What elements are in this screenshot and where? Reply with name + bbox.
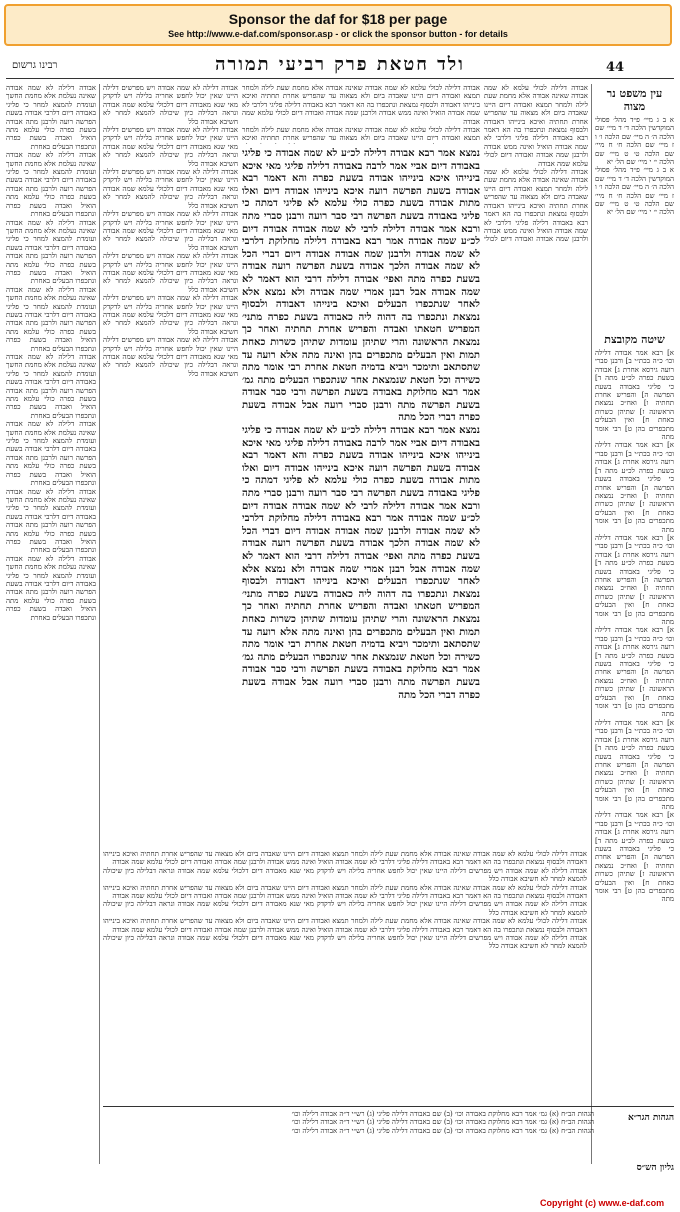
talmud-page bbox=[6, 50, 674, 1198]
tosafot-text-2: אבודה דלילה לא שמה אבודה ויש מפרשים דלילה היינו שאין יכול לחפש אחריה בלילה ויש לדקדק מאי שנא מאבודה דיום דלכולי עלמא שמה אבודה ונראה דבלילה כיון שיכולה להמצא למחר לא חשיבא אבודה כלל bbox=[103, 126, 238, 168]
page-number: 44 bbox=[606, 60, 625, 75]
gershom-text-4: אבודה דלילה לא שמה אבודה שאינה נעלמת אלא מחמת החשך ועומדת להמצא למחר כי פליגי באבודה דיום דלרבי אבודה בשעת הפרשה רועה ולרבנן מתה אבודה בשעת כפרה כולי עלמא מתה הואיל ואבדה בשעת כפרה ונתכפרו הבעלים באחרת bbox=[6, 285, 96, 353]
column-divider bbox=[99, 84, 100, 1164]
lower-rashi-3: אבודה דלילה לכולי עלמא לא שמה אבודה שאינה אבודה אלא מחמת שעת לילה ולמחר תמצא ואבודה דיום היינו שאבדה ביום ולא מצאוה עד שהפריש אחרת תחתיה ואיכא בינייהו דאבודה ולבסוף נמצאת ונתכפרו בה הא דאמר רבא באבודה דלילה פליגי דלרבי לא שמה אבודה הואיל ואינה ממש אבודה ולרבנן שמה אבודה ואבודה דיום לכולי עלמא שמה אבודה bbox=[103, 917, 587, 934]
lower-rashi: אבודה דלילה לכולי עלמא לא שמה אבודה שאינה אבודה אלא מחמת שעת לילה ולמחר תמצא ואבודה דיום היינו שאבדה ביום ולא מצאוה עד שהפריש אחרת תחתיה ואיכא בינייהו דאבודה ולבסוף נמצאת ונתכפרו בה הא דאמר רבא באבודה דלילה פליגי דלרבי לא שמה אבודה הואיל ואינה ממש אבודה ולרבנן שמה אבודה ואבודה דיום לכולי עלמא שמה אבודה bbox=[103, 850, 587, 867]
gershom-text-2: אבודה דלילה לא שמה אבודה שאינה נעלמת אלא מחמת החשך ועומדת להמצא למחר כי פליגי באבודה דיום דלרבי אבודה בשעת הפרשה רועה ולרבנן מתה אבודה בשעת כפרה כולי עלמא מתה הואיל ואבדה בשעת כפרה ונתכפרו הבעלים באחרת bbox=[6, 151, 96, 219]
tosafot-text-6: אבודה דלילה לא שמה אבודה ויש מפרשים דלילה היינו שאין יכול לחפש אחריה בלילה ויש לדקדק מאי שנא מאבודה דיום דלכולי עלמא שמה אבודה ונראה דבלילה כיון שיכולה להמצא למחר לא חשיבא אבודה כלל bbox=[103, 294, 238, 336]
shita-mekubetzet-column bbox=[595, 330, 674, 1160]
shita-text-3: א] רבא אמר אבודה דלילה וכו׳ כ״ה בכת״י ב] ורבנן סברי רועה גירסא אחרת ג] אבודה בשעת כפרה לכ״ע מתה ד] כי פליגי באבודה בשעת הפרשה ה] והפריש אחרת תחתיה ו] ואח״כ נמצאת הראשונה ז] שתיהן כשרות כאחת ח] ואין הבעלים מתכפרים בהן ט] רבי אומר מתה bbox=[595, 533, 674, 626]
page-header bbox=[6, 54, 674, 76]
gershom-text: אבודה דלילה לא שמה אבודה שאינה נעלמת אלא מחמת החשך ועומדת להמצא למחר כי פליגי באבודה דיום דלרבי אבודה בשעת הפרשה רועה ולרבנן מתה אבודה בשעת כפרה כולי עלמא מתה הואיל ואבדה בשעת כפרה ונתכפרו הבעלים באחרת bbox=[6, 84, 96, 151]
ein-mishpat-title: עין משפט נר מצוה bbox=[606, 87, 663, 113]
lower-tosafot-2: אבודה דלילה לא שמה אבודה ויש מפרשים דלילה היינו שאין יכול לחפש אחריה בלילה ויש לדקדק מאי שנא מאבודה דיום דלכולי עלמא שמה אבודה ונראה דבלילה כיון שיכולה להמצא למחר לא חשיבא אבודה כלל bbox=[103, 900, 587, 917]
tosafot-text-4: אבודה דלילה לא שמה אבודה ויש מפרשים דלילה היינו שאין יכול לחפש אחריה בלילה ויש לדקדק מאי שנא מאבודה דיום דלכולי עלמא שמה אבודה ונראה דבלילה כיון שיכולה להמצא למחר לא חשיבא אבודה כלל bbox=[103, 210, 238, 252]
copyright-link[interactable]: Copyright (c) www.e-daf.com bbox=[540, 1198, 665, 1208]
page-title: ולד חטאת פרק רביעי תמורה bbox=[215, 54, 465, 75]
rashi-top-text-2: אבודה דלילה לכולי עלמא לא שמה אבודה שאינה אבודה אלא מחמת שעת לילה ולמחר תמצא ואבודה דיום היינו שאבדה ביום ולא מצאוה עד שהפריש אחרת תחתיה ואיכא bbox=[242, 126, 480, 143]
tosafot-text-3: אבודה דלילה לא שמה אבודה ויש מפרשים דלילה היינו שאין יכול לחפש אחריה בלילה ויש לדקדק מאי שנא מאבודה דיום דלכולי עלמא שמה אבודה ונראה דבלילה כיון שיכולה להמצא למחר לא חשיבא אבודה כלל bbox=[103, 168, 238, 210]
gershom-text-8: אבודה דלילה לא שמה אבודה שאינה נעלמת אלא מחמת החשך ועומדת להמצא למחר כי פליגי באבודה דיום דלרבי אבודה בשעת הפרשה רועה ולרבנן מתה אבודה בשעת כפרה כולי עלמא מתה הואיל ואבדה בשעת כפרה ונתכפרו הבעלים באחרת bbox=[6, 554, 96, 622]
bottom-notes bbox=[6, 1110, 674, 1190]
ein-mishpat-text-2: א ב ג מיי׳ פ״ד מהל׳ פסולי המוקדשין הלכה ד׳ ד מיי׳ שם הלכה ה׳ ה מיי׳ שם הלכה ו׳ ו ז מיי׳ שם הלכה ח׳ ח מיי׳ שם הלכה ט׳ ט מיי׳ שם הלכה י׳ י מיי׳ שם הל׳ יא bbox=[595, 166, 674, 217]
column-divider-right bbox=[591, 84, 592, 1164]
tosafot-text-7: אבודה דלילה לא שמה אבודה ויש מפרשים דלילה היינו שאין יכול לחפש אחריה בלילה ויש לדקדק מאי שנא מאבודה דיום דלכולי עלמא שמה אבודה ונראה דבלילה כיון שיכולה להמצא למחר לא חשיבא אבודה כלל bbox=[103, 336, 238, 378]
gershom-text-5: אבודה דלילה לא שמה אבודה שאינה נעלמת אלא מחמת החשך ועומדת להמצא למחר כי פליגי באבודה דיום דלרבי אבודה בשעת הפרשה רועה ולרבנן מתה אבודה בשעת כפרה כולי עלמא מתה הואיל ואבדה בשעת כפרה ונתכפרו הבעלים באחרת bbox=[6, 353, 96, 420]
shita-title: שיטה מקובצת bbox=[604, 333, 665, 346]
shita-text-4: א] רבא אמר אבודה דלילה וכו׳ כ״ה בכת״י ב] ורבנן סברי רועה גירסא אחרת ג] אבודה בשעת כפרה לכ״ע מתה ד] כי פליגי באבודה בשעת הפרשה ה] והפריש אחרת תחתיה ו] ואח״כ נמצאת הראשונה ז] שתיהן כשרות כאחת ח] ואין הבעלים מתכפרים בהן ט] רבי אומר מתה bbox=[595, 626, 674, 719]
ein-mishpat-column bbox=[595, 84, 674, 324]
notes-divider bbox=[103, 1106, 674, 1107]
rashi-text: אבודה דלילה לכולי עלמא לא שמה אבודה שאינה אבודה אלא מחמת שעת לילה ולמחר תמצא ואבודה דיום היינו שאבדה ביום ולא מצאוה עד שהפריש אחרת תחתיה ואיכא בינייהו דאבודה ולבסוף נמצאת ונתכפרו בה הא דאמר רבא באבודה דלילה פליגי דלרבי לא שמה אבודה הואיל ואינה ממש אבודה ולרבנן שמה אבודה ואבודה דיום לכולי עלמא שמה אבודה bbox=[484, 84, 588, 168]
rashi-column bbox=[484, 84, 588, 244]
tosafot-text-5: אבודה דלילה לא שמה אבודה ויש מפרשים דלילה היינו שאין יכול לחפש אחריה בלילה ויש לדקדק מאי שנא מאבודה דיום דלכולי עלמא שמה אבודה ונראה דבלילה כיון שיכולה להמצא למחר לא חשיבא אבודה כלל bbox=[103, 252, 238, 294]
lower-tosafot-3: אבודה דלילה לא שמה אבודה ויש מפרשים דלילה היינו שאין יכול לחפש אחריה בלילה ויש לדקדק מאי שנא מאבודה דיום דלכולי עלמא שמה אבודה ונראה דבלילה כיון שיכולה להמצא למחר לא חשיבא אבודה כלל bbox=[103, 934, 587, 951]
sponsor-banner[interactable] bbox=[4, 4, 672, 46]
sponsor-title: Sponsor the daf for $18 per page bbox=[228, 11, 448, 27]
lower-commentary bbox=[103, 850, 587, 1100]
lower-tosafot: אבודה דלילה לא שמה אבודה ויש מפרשים דלילה היינו שאין יכול לחפש אחריה בלילה ויש לדקדק מאי שנא מאבודה דיום דלכולי עלמא שמה אבודה ונראה דבלילה כיון שיכולה להמצא למחר לא חשיבא אבודה כלל bbox=[103, 866, 587, 884]
gemara-main-text bbox=[242, 148, 480, 848]
shita-text: א] רבא אמר אבודה דלילה וכו׳ כ״ה בכת״י ב] ורבנן סברי רועה גירסא אחרת ג] אבודה בשעת כפרה לכ״ע מתה ד] כי פליגי באבודה בשעת הפרשה ה] והפריש אחרת תחתיה ו] ואח״כ נמצאת הראשונה ז] שתיהן כשרות כאחת ח] ואין הבעלים מתכפרים בהן ט] רבי אומר מתה bbox=[595, 349, 674, 442]
shita-text-5: א] רבא אמר אבודה דלילה וכו׳ כ״ה בכת״י ב] ורבנן סברי רועה גירסא אחרת ג] אבודה בשעת כפרה לכ״ע מתה ד] כי פליגי באבודה בשעת הפרשה ה] והפריש אחרת תחתיה ו] ואח״כ נמצאת הראשונה ז] שתיהן כשרות כאחת ח] ואין הבעלים מתכפרים בהן ט] רבי אומר מתה bbox=[595, 718, 674, 811]
sponsor-details: See http://www.e-daf.com/sponsor.asp - or click the sponsor button - for details bbox=[168, 29, 508, 39]
header-divider bbox=[6, 78, 674, 79]
tosafot-column bbox=[103, 84, 238, 844]
shita-text-6: א] רבא אמר אבודה דלילה וכו׳ כ״ה בכת״י ב] ורבנן סברי רועה גירסא אחרת ג] אבודה בשעת כפרה לכ״ע מתה ד] כי פליגי באבודה בשעת הפרשה ה] והפריש אחרת תחתיה ו] ואח״כ נמצאת הראשונה ז] שתיהן כשרות כאחת ח] ואין הבעלים מתכפרים בהן ט] רבי אומר מתה bbox=[595, 811, 674, 904]
rashi-text-2: אבודה דלילה לכולי עלמא לא שמה אבודה שאינה אבודה אלא מחמת שעת לילה ולמחר תמצא ואבודה דיום היינו שאבדה ביום ולא מצאוה עד שהפריש אחרת תחתיה ואיכא בינייהו דאבודה ולבסוף נמצאת ונתכפרו בה הא דאמר רבא באבודה דלילה פליגי דלרבי לא שמה אבודה הואיל ואינה ממש אבודה ולרבנן שמה אבודה ואבודה דיום לכולי bbox=[484, 168, 588, 244]
gemara-text-cont: נמצא אמר רבא אבודה דלילה לכ״ע לא שמה אבודה כי פליגי באבודה דיום אביי אמר לרבה באבודה דלילה פליגי מאי איכא בינייהו איכא בינייהו אבודה בשעת כפרה והא דאמר רבא אבודה בשעת הפרשה רועה איכא בינייהו אבודה דיום ואלו מתות אבודה בשעת כפרה כולי עלמא לא פליגי דמתה כי פליגי באבודה בשעת הפרשה רבי סבר רועה ורבנן סברי מתה ורבא אמר אבודה דלילה לרבי לא שמה אבודה אבודה דיום לכ״ע שמה אבודה אמר רבא באבודה דלילה מחלוקת דלרבי לא שמה אבודה ולרבנן שמה אבודה אבודה דיום דברי הכל לא שמה אבודה הלכך אבודה בשעת הפרשה רועה אבודה בשעת כפרה מתה ואפי׳ אבודה דלילה דרבי הוא דאמר לא שמה אבודה אבל רבנן אמרי שמה אבודה ולא נמצא אלא לאחר שנתכפרו הבעלים ואיכא בינייהו דאבודה ולבסוף נמצאת ונתכפרו בה דהוה ליה כאבודה בשעת כפרה מתני׳ המפריש חטאתו ואבדה והפריש אחרת תחתיה ואחר כך נמצאת הראשונה והרי שתיהן עומדות שתיהן כשרות כאחת תמות ואין הבעלים מתכפרים בהן ואינה מתה אלא רועה עד שתסתאב ותימכר ויביא בדמיה חטאת אחרת רבי אומר מתה כשירה וכל חטאת שנמצאת אחר שנתכפרו הבעלים מתה גמ׳ אמר רבא מחלוקת באבודה בשעת הפרשה ורבי סבר אבודה בשעת הפרשה מתה ורבנן סברי רועה אבל אבודה בשעת כפרה דברי הכל מתה bbox=[242, 425, 480, 701]
bottom-notes-text-2: הגהות הב״ח (א) גמ׳ אמר רבא מחלוקת באבודה וכו׳ (ב) שם באבודה דלילה פליגי (ג) רש״י ד״ה אבודה דלילה וכו׳ bbox=[291, 1118, 594, 1127]
hagahot-label: הגהות הגר״א bbox=[627, 1113, 674, 1123]
bottom-notes-text: הגהות הב״ח (א) גמ׳ אמר רבא מחלוקת באבודה וכו׳ (ב) שם באבודה דלילה פליגי (ג) רש״י ד״ה אבודה דלילה וכו׳ bbox=[291, 1110, 594, 1118]
gilyon-label: גליון הש״ס bbox=[636, 1163, 674, 1173]
gershom-text-3: אבודה דלילה לא שמה אבודה שאינה נעלמת אלא מחמת החשך ועומדת להמצא למחר כי פליגי באבודה דיום דלרבי אבודה בשעת הפרשה רועה ולרבנן מתה אבודה בשעת כפרה כולי עלמא מתה הואיל ואבדה בשעת כפרה ונתכפרו הבעלים באחרת bbox=[6, 218, 96, 286]
gershom-text-7: אבודה דלילה לא שמה אבודה שאינה נעלמת אלא מחמת החשך ועומדת להמצא למחר כי פליגי באבודה דיום דלרבי אבודה בשעת הפרשה רועה ולרבנן מתה אבודה בשעת כפרה כולי עלמא מתה הואיל ואבדה בשעת כפרה ונתכפרו הבעלים באחרת bbox=[6, 487, 96, 555]
rashi-top-text: אבודה דלילה לכולי עלמא לא שמה אבודה שאינה אבודה אלא מחמת שעת לילה ולמחר תמצא ואבודה דיום היינו שאבדה ביום ולא מצאוה עד שהפריש אחרת תחתיה ואיכא בינייהו דאבודה ולבסוף נמצאת ונתכפרו בה הא דאמר רבא באבודה דלילה פליגי דלרבי לא שמה אבודה הואיל ואינה ממש אבודה ולרבנן שמה אבודה ואבודה דיום לכולי עלמא שמה אבודה bbox=[242, 84, 480, 126]
shita-text-2: א] רבא אמר אבודה דלילה וכו׳ כ״ה בכת״י ב] ורבנן סברי רועה גירסא אחרת ג] אבודה בשעת כפרה לכ״ע מתה ד] כי פליגי באבודה בשעת הפרשה ה] והפריש אחרת תחתיה ו] ואח״כ נמצאת הראשונה ז] שתיהן כשרות כאחת ח] ואין הבעלים מתכפרים בהן ט] רבי אומר מתה bbox=[595, 441, 674, 534]
gershom-header: רבינו גרשום bbox=[12, 60, 58, 71]
gershom-text-6: אבודה דלילה לא שמה אבודה שאינה נעלמת אלא מחמת החשך ועומדת להמצא למחר כי פליגי באבודה דיום דלרבי אבודה בשעת הפרשה רועה ולרבנן מתה אבודה בשעת כפרה כולי עלמא מתה הואיל ואבדה בשעת כפרה ונתכפרו הבעלים באחרת bbox=[6, 420, 96, 488]
lower-rashi-2: אבודה דלילה לכולי עלמא לא שמה אבודה שאינה אבודה אלא מחמת שעת לילה ולמחר תמצא ואבודה דיום היינו שאבדה ביום ולא מצאוה עד שהפריש אחרת תחתיה ואיכא בינייהו דאבודה ולבסוף נמצאת ונתכפרו בה הא דאמר רבא באבודה דלילה פליגי דלרבי לא שמה אבודה הואיל ואינה ממש אבודה ולרבנן שמה אבודה ואבודה דיום לכולי עלמא שמה אבודה bbox=[103, 883, 587, 901]
rabbeinu-gershom-column bbox=[6, 84, 96, 1164]
bottom-notes-text-3: הגהות הב״ח (א) גמ׳ אמר רבא מחלוקת באבודה וכו׳ (ב) שם באבודה דלילה פליגי (ג) רש״י ד״ה אבודה דלילה וכו׳ bbox=[291, 1126, 594, 1135]
ein-mishpat-text: א ב ג מיי׳ פ״ד מהל׳ פסולי המוקדשין הלכה ד׳ ד מיי׳ שם הלכה ה׳ ה מיי׳ שם הלכה ו׳ ו ז מיי׳ שם הלכה ח׳ ח מיי׳ שם הלכה ט׳ ט מיי׳ שם הלכה י׳ י מיי׳ שם הל׳ יא bbox=[595, 116, 674, 167]
gemara-text: נמצא אמר רבא אבודה דלילה לכ״ע לא שמה אבודה כי פליגי באבודה דיום אביי אמר לרבה באבודה דלילה פליגי מאי איכא בינייהו איכא בינייהו אבודה בשעת כפרה והא דאמר רבא אבודה בשעת הפרשה רועה איכא בינייהו אבודה דיום ואלו מתות אבודה בשעת כפרה כולי עלמא לא פליגי דמתה כי פליגי באבודה בשעת הפרשה רבי סבר רועה ורבנן סברי מתה ורבא אמר אבודה דלילה לרבי לא שמה אבודה אבודה דיום לכ״ע שמה אבודה אמר רבא באבודה דלילה מחלוקת דלרבי לא שמה אבודה ולרבנן שמה אבודה אבודה דיום דברי הכל לא שמה אבודה הלכך אבודה בשעת הפרשה רועה אבודה בשעת כפרה מתה ואפי׳ אבודה דלילה דרבי הוא דאמר לא שמה אבודה אבל רבנן אמרי שמה אבודה ולא נמצא אלא לאחר שנתכפרו הבעלים ואיכא בינייהו דאבודה ולבסוף נמצאת ונתכפרו בה דהוה ליה כאבודה בשעת כפרה מתני׳ המפריש חטאתו ואבדה והפריש אחרת תחתיה ואחר כך נמצאת הראשונה והרי שתיהן עומדות שתיהן כשרות כאחת תמות ואין הבעלים מתכפרים בהן ואינה מתה אלא רועה עד שתסתאב ותימכר ויביא בדמיה חטאת אחרת רבי אומר מתה כשירה וכל חטאת שנמצאת אחר שנתכפרו הבעלים מתה גמ׳ אמר רבא מחלוקת באבודה בשעת הפרשה ורבי סבר אבודה בשעת הפרשה מתה ורבנן סברי רועה אבל אבודה בשעת כפרה דברי הכל מתה bbox=[242, 148, 480, 424]
rashi-top-column bbox=[242, 84, 480, 144]
tosafot-text: אבודה דלילה לא שמה אבודה ויש מפרשים דלילה היינו שאין יכול לחפש אחריה בלילה ויש לדקדק מאי שנא מאבודה דיום דלכולי עלמא שמה אבודה ונראה דבלילה כיון שיכולה להמצא למחר לא חשיבא אבודה כלל bbox=[103, 84, 238, 126]
